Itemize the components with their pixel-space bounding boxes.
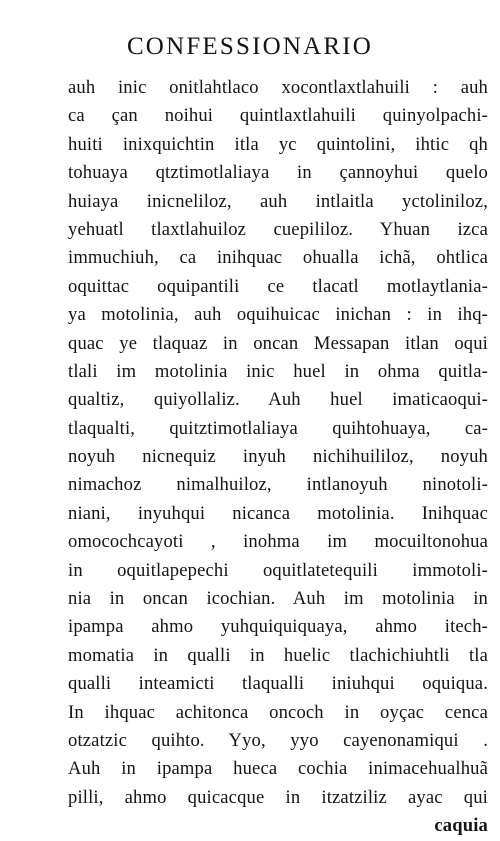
text-line: qualli inteamicti tlaqualli iniuhqui oquiqua.: [68, 673, 488, 695]
text-line: omocochcayoti , inohma im mocuiltonohua: [68, 531, 488, 553]
text-line: momatia in qualli in huelic tlachichiuhtli tla: [68, 644, 488, 666]
catchword: caquia: [434, 815, 488, 837]
text-line: tohuaya qtztimotlaliaya in çannoyhui quelo: [68, 162, 488, 184]
text-line: nimachoz nimalhuiloz, intlanoyuh ninotoli-: [68, 474, 488, 496]
text-line: huiti inixquichtin itla yc quintolini, ihtic qh: [68, 133, 488, 155]
text-line: immuchiuh, ca inihquac ohualla ichã, ohtlica: [68, 247, 488, 269]
text-line: niani, inyuhqui nicanca motolinia. Inihquac: [68, 502, 488, 524]
text-line: qualtiz, quiyollaliz. Auh huel imaticaoqui-: [68, 389, 488, 411]
text-line: noyuh nicnequiz inyuh nichihuililoz, noyuh: [68, 446, 488, 468]
text-line: ipampa ahmo yuhquiquiquaya, ahmo itech-: [68, 616, 488, 638]
body-text: [68, 74, 488, 841]
page-header-title: CONFESSIONARIO: [126, 33, 374, 60]
text-line: tlali im motolinia inic huel in ohma quitla-: [68, 360, 488, 382]
text-line: in oquitlapepechi oquitlatetequili immotoli-: [68, 559, 488, 581]
text-line: pilli, ahmo quicacque in itzatziliz ayac qui: [68, 786, 488, 808]
text-line: tlaqualti, quitztimotlaliaya quihtohuaya, ca-: [68, 417, 488, 439]
text-line: yehuatl tlaxtlahuiloz cuepililoz. Yhuan izca: [68, 218, 488, 240]
text-line: oquittac oquipantili ce tlacatl motlaytlania-: [68, 275, 488, 297]
text-line: huiaya inicneliloz, auh intlaitla yctoliniloz,: [68, 190, 488, 212]
text-line: quac ye tlaquaz in oncan Messapan itlan oqui: [68, 332, 488, 354]
text-line: auh inic onitlahtlaco xocontlaxtlahuili : auh: [68, 77, 488, 98]
text-line: In ihquac achitonca oncoch in oyçac cenca: [68, 701, 488, 723]
text-line: ca çan noihui quintlaxtlahuili quinyolpachi-: [68, 105, 488, 127]
text-line: nia in oncan icochian. Auh im motolinia in: [68, 588, 488, 610]
text-line: otzatzic quihto. Yyo, yyo cayenonamiqui .: [68, 729, 488, 751]
text-line: ya motolinia, auh oquihuicac inichan : in ihq-: [68, 304, 488, 326]
text-line: Auh in ipampa hueca cochia inimacehualhuã: [68, 758, 488, 780]
